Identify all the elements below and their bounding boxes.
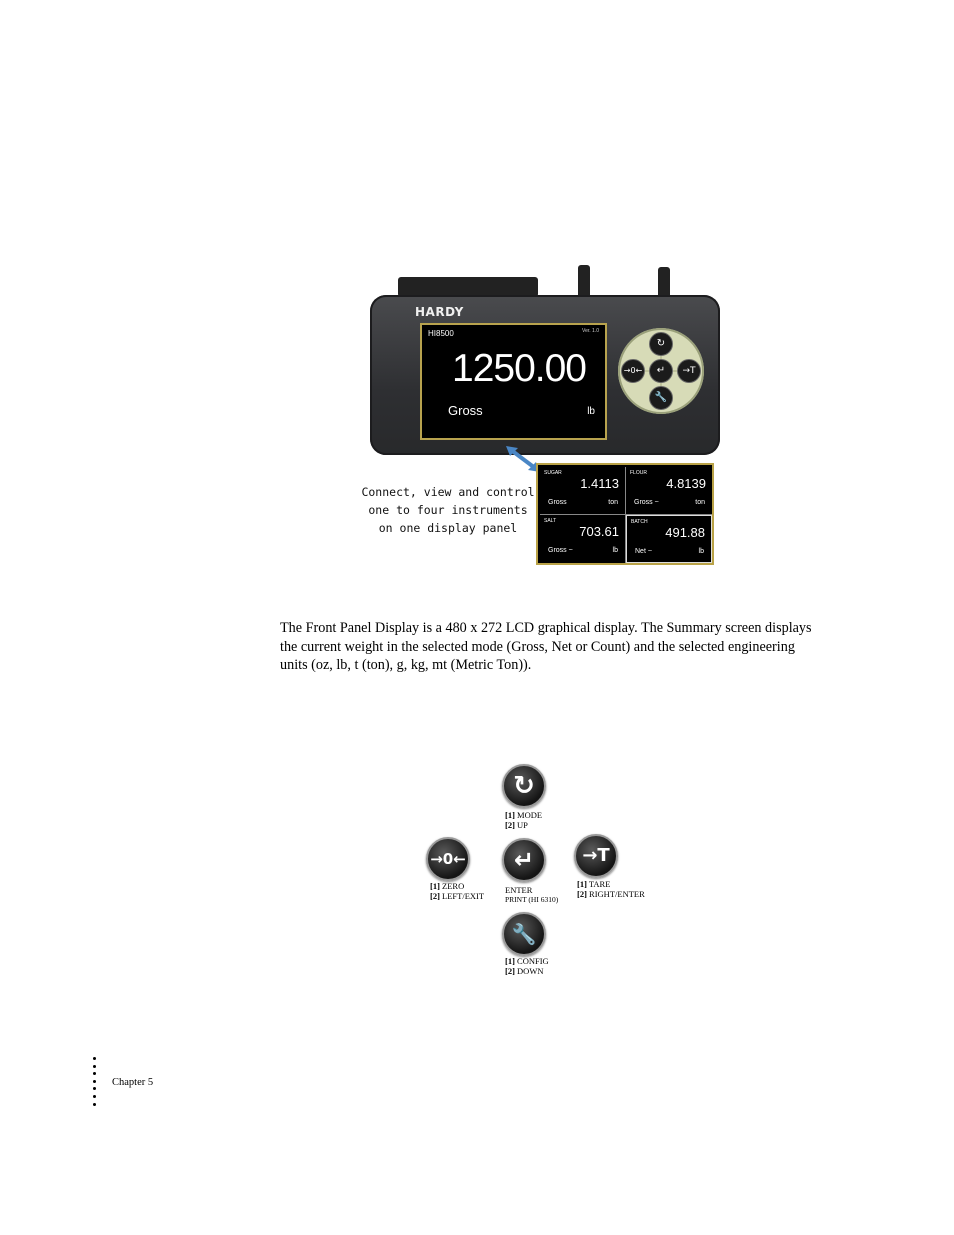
zero-key-label: [1] ZERO [2] LEFT/EXIT: [430, 881, 485, 901]
description-paragraph: The Front Panel Display is a 480 x 272 LCD graphical display. The Summary screen displays the current weight in the selected mode (Gross, Net or Count) and the selected engineering units (oz, lb, t (ton), g, kg, mt (Metric Ton)).: [280, 620, 812, 673]
config-key-label: [1] CONFIG [2] DOWN: [505, 956, 549, 976]
main-screen: [420, 323, 607, 440]
mounting-clip: [398, 277, 538, 297]
device-body: [370, 295, 720, 455]
refresh-icon[interactable]: ↻: [649, 332, 673, 356]
enter-icon[interactable]: ↵: [649, 359, 673, 383]
keypad: [618, 328, 704, 414]
summary-cell: SALT 703.61 Gross ~ lb: [540, 515, 626, 563]
weight-mode: Gross: [448, 403, 483, 418]
tare-key-label: [1] TARE [2] RIGHT/ENTER: [577, 879, 645, 899]
footer-dots: [93, 1057, 97, 1110]
mounting-clip: [578, 265, 590, 299]
enter-icon[interactable]: ↵: [502, 838, 546, 882]
brand-logo: HARDY: [415, 305, 464, 319]
summary-cell: SUGAR 1.4113 Gross ton: [540, 467, 626, 515]
tare-icon[interactable]: →T: [574, 834, 618, 878]
wrench-icon[interactable]: 🔧: [649, 386, 673, 410]
weight-value: 1250.00: [452, 347, 586, 390]
zero-icon[interactable]: →0←: [426, 837, 470, 881]
chapter-label: Chapter 5: [112, 1077, 154, 1088]
enter-key-label: ENTER PRINT (HI 6310): [505, 885, 559, 904]
summary-screen: [536, 463, 714, 565]
model-label: HI8500: [428, 329, 454, 338]
summary-cell: BATCH 491.88 Net ~ lb: [626, 515, 712, 563]
device-photo: [346, 263, 734, 573]
refresh-icon[interactable]: ↻: [502, 764, 546, 808]
summary-cell: FLOUR 4.8139 Gross ~ ton: [626, 467, 712, 515]
figure-caption: Connect, view and control one to four instruments on one display panel: [361, 485, 535, 535]
zero-icon[interactable]: →0←: [621, 359, 645, 383]
wrench-icon[interactable]: 🔧: [502, 912, 546, 956]
mode-key-label: [1] MODE [2] UP: [505, 810, 543, 830]
key-legend: [420, 760, 660, 980]
tare-icon[interactable]: →T: [677, 359, 701, 383]
version-label: Ver. 1.0: [582, 328, 599, 334]
double-arrow-icon: [506, 446, 540, 472]
weight-unit: lb: [587, 406, 595, 417]
